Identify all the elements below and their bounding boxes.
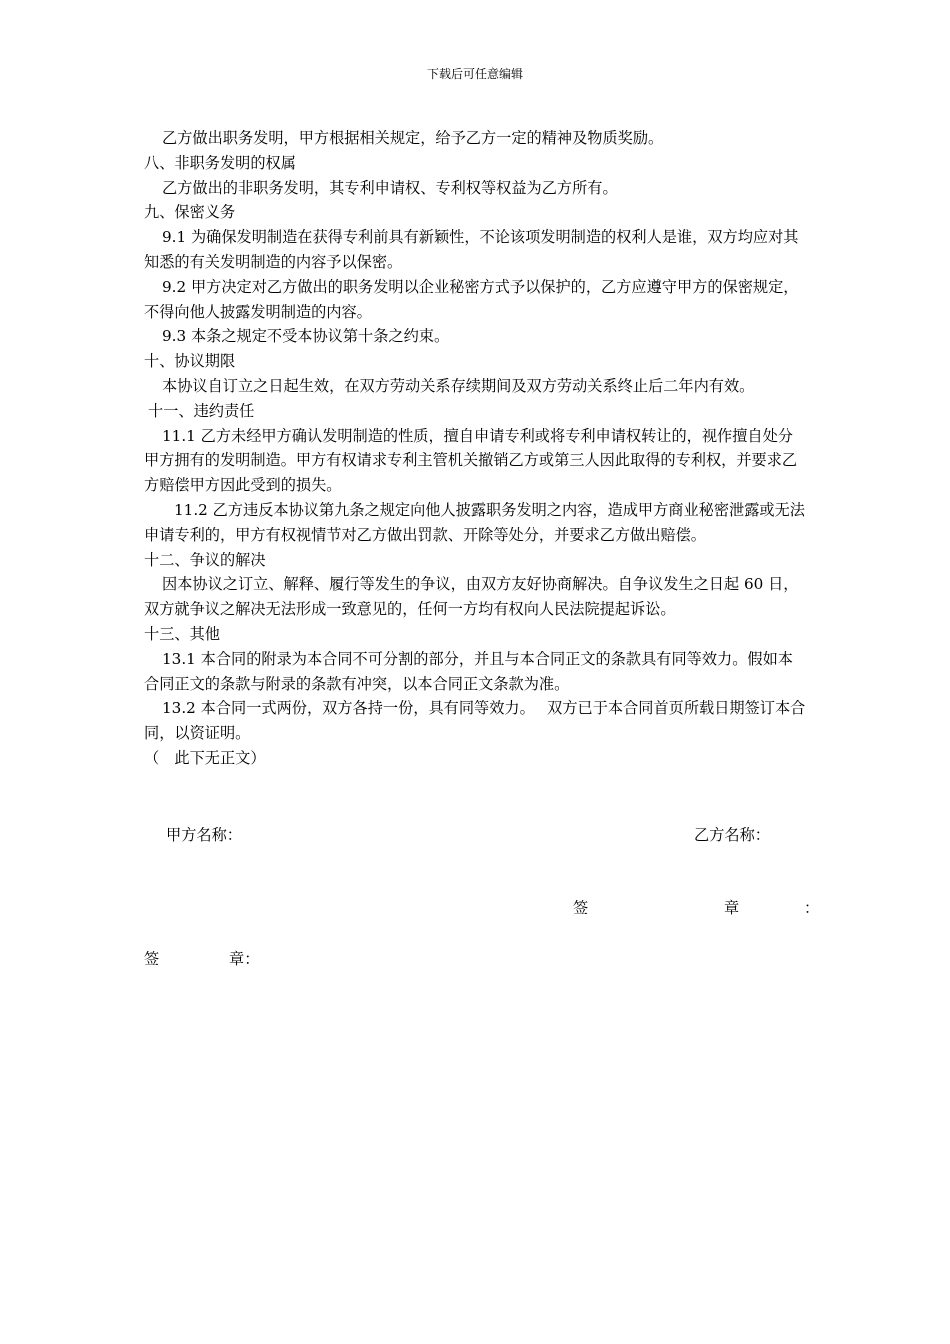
- party-a-stamp-label-seal: 章：: [229, 950, 260, 968]
- section-heading-13: 十三、其他: [144, 624, 220, 643]
- party-b-stamp-label-seal: 章: [724, 899, 740, 917]
- page-header-note: 下载后可任意编辑: [426, 67, 523, 81]
- clause-13-2: 13.2 本合同一式两份，双方各持一份，具有同等效力。 双方已于本合同首页所载日期签订本合同，以资证明。: [144, 699, 806, 743]
- section-heading-11: 十一、违约责任: [148, 401, 255, 420]
- party-a-name-label: 甲方名称：: [166, 826, 242, 844]
- clause-11-1: 11.1 乙方未经甲方确认发明制造的性质，擅自申请专利或将专利申请权转让的，视作擅自处分甲方拥有的发明制造。甲方有权请求专利主管机关撤销乙方或第三人因此取得的专利权，并要求乙方赔偿甲方因此受到的损失。: [144, 426, 798, 495]
- party-b-stamp-label-colon: ：: [804, 899, 820, 917]
- party-a-stamp-label-sign: 签: [144, 950, 160, 968]
- section-heading-10: 十、协议期限: [144, 352, 236, 371]
- paragraph-agreement-term: 本协议自订立之日起生效，在双方劳动关系存续期间及双方劳动关系终止后二年内有效。: [162, 376, 755, 395]
- contract-body: [144, 126, 808, 771]
- party-b-name-label: 乙方名称：: [694, 826, 770, 844]
- section-heading-12: 十二、争议的解决: [144, 550, 266, 569]
- paragraph-dispute-resolution: 因本协议之订立、解释、履行等发生的争议，由双方友好协商解决。自争议发生之日起 60 日，双方就争议之解决无法形成一致意见的，任何一方均有权向人民法院提起诉讼。: [144, 575, 799, 619]
- clause-11-2: 11.2 乙方违反本协议第九条之规定向他人披露职务发明之内容，造成甲方商业秘密泄露或无法申请专利的，甲方有权视情节对乙方做出罚款、开除等处分，并要求乙方做出赔偿。: [144, 500, 805, 544]
- paragraph-non-service-invention: 乙方做出的非职务发明，其专利申请权、专利权等权益为乙方所有。: [162, 178, 618, 197]
- paragraph-service-invention-reward: 乙方做出职务发明，甲方根据相关规定，给予乙方一定的精神及物质奖励。: [162, 129, 664, 147]
- clause-13-1: 13.1 本合同的附录为本合同不可分割的部分，并且与本合同正文的条款具有同等效力。假如本合同正文的条款与附录的条款有冲突，以本合同正文条款为准。: [144, 649, 793, 693]
- clause-9-3: 9.3 本条之规定不受本协议第十条之约束。: [162, 327, 450, 346]
- no-further-text-note: （ 此下无正文）: [144, 748, 266, 767]
- section-heading-8: 八、非职务发明的权属: [144, 153, 296, 172]
- clause-9-1: 9.1 为确保发明制造在获得专利前具有新颖性，不论该项发明制造的权利人是谁，双方均应对其知悉的有关发明制造的内容予以保密。: [144, 228, 799, 271]
- party-b-stamp-label-sign: 签: [573, 899, 589, 917]
- clause-9-2: 9.2 甲方决定对乙方做出的职务发明以企业秘密方式予以保护的，乙方应遵守甲方的保密规定，不得向他人披露发明制造的内容。: [144, 277, 799, 321]
- section-heading-9: 九、保密义务: [144, 203, 236, 222]
